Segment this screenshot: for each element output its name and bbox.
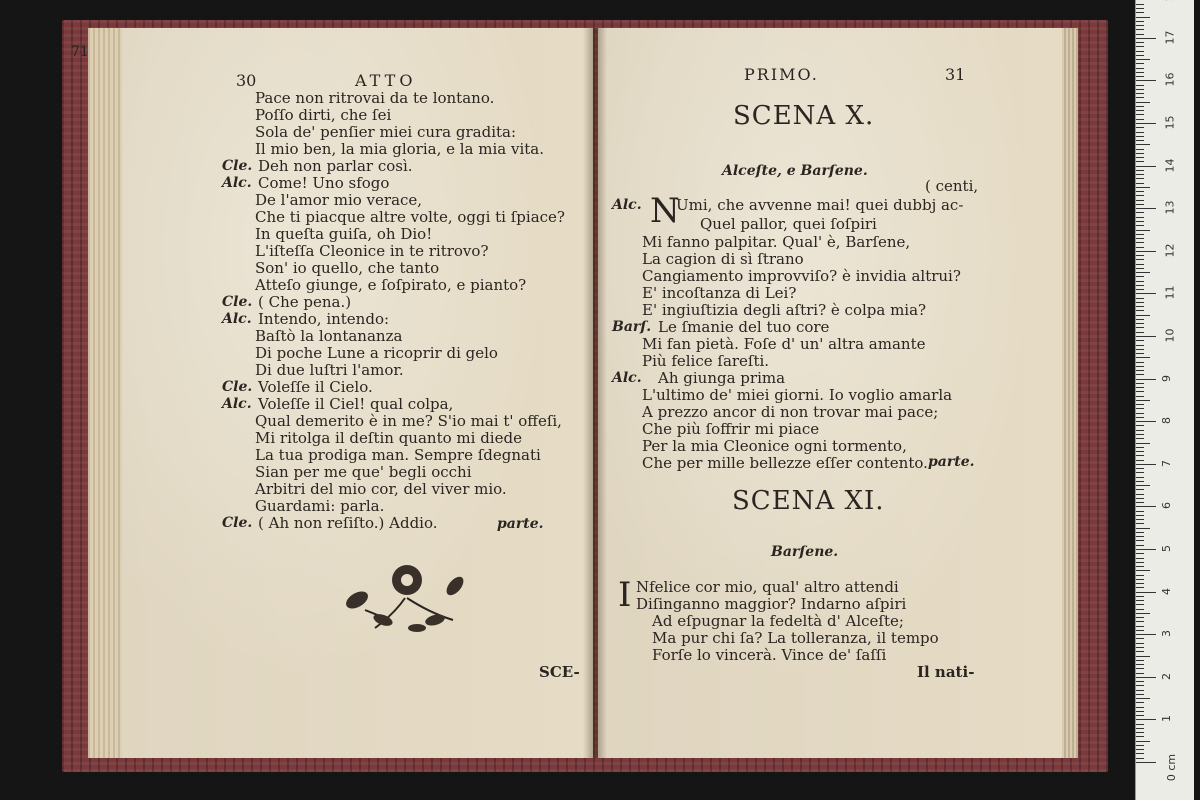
- ruler-tick: [1136, 408, 1144, 409]
- ruler-tick: [1136, 166, 1156, 167]
- verse-line: Qual demerito è in me? S'io mai t' offeſi,: [255, 412, 562, 430]
- ruler-tick: [1136, 685, 1144, 686]
- verse-line: Ah giunga prima: [658, 369, 786, 387]
- verse-line: Forſe lo vincerà. Vince de' ſaſſi: [652, 646, 887, 664]
- ruler-tick: [1136, 276, 1144, 277]
- speaker-label: Cle.: [222, 294, 253, 310]
- ruler-tick: [1136, 430, 1144, 431]
- ruler-tick: [1136, 600, 1144, 601]
- ruler-tick: [1136, 536, 1144, 537]
- verse-line: L'ultimo de' miei giorni. Io voglio amarla: [642, 386, 953, 404]
- verse-line: Voleſſe il Cielo.: [258, 378, 373, 396]
- ruler-tick: [1136, 660, 1144, 661]
- ruler-tick: [1136, 195, 1144, 196]
- ruler-tick: [1136, 515, 1144, 516]
- verse-line: Pace non ritrovai da te lontano.: [255, 89, 495, 107]
- ruler-tick: [1136, 540, 1144, 541]
- verse-line: Ad eſpugnar la fedeltà d' Alceſte;: [652, 612, 904, 630]
- ruler-tick: [1136, 217, 1144, 218]
- ruler-tick: [1136, 634, 1156, 635]
- ruler-number: 11: [1163, 285, 1177, 300]
- ruler-tick: [1136, 519, 1144, 520]
- ruler-tick: [1136, 609, 1144, 610]
- verse-line: Di poche Lune a ricoprir di gelo: [255, 344, 498, 362]
- ruler-tick: [1136, 511, 1144, 512]
- ruler-tick: [1136, 76, 1144, 77]
- verse-line: In queſta guiſa, oh Dio!: [255, 225, 433, 243]
- ruler-tick: [1136, 191, 1144, 192]
- scene-x-characters: Alceſte, e Barſene.: [722, 163, 868, 179]
- speaker-label: Alc.: [222, 175, 252, 191]
- ruler-tick: [1136, 144, 1150, 145]
- ruler-tick: [1136, 97, 1144, 98]
- ruler-tick: [1136, 234, 1144, 235]
- ruler-tick: [1136, 694, 1144, 695]
- ruler-tick: [1136, 732, 1144, 733]
- scene-xi-title: SCENA XI.: [732, 486, 885, 516]
- ruler-number: 7: [1160, 459, 1173, 467]
- ruler-tick: [1136, 677, 1156, 678]
- verse-line: Le ſmanie del tuo core: [658, 318, 830, 336]
- ruler-tick: [1136, 242, 1144, 243]
- verse-line: Sola de' penſier miei cura gradita:: [255, 123, 517, 141]
- ruler-tick: [1136, 719, 1156, 720]
- ruler-tick: [1136, 102, 1150, 103]
- verse-line: Quel pallor, quei ſoſpiri: [700, 215, 877, 233]
- ruler-number: 8: [1160, 417, 1173, 425]
- ruler-tick: [1136, 762, 1156, 763]
- left-page-edges: [88, 28, 122, 758]
- ruler-number: 17: [1163, 30, 1177, 45]
- ruler-tick: [1136, 400, 1150, 401]
- ruler-tick: [1136, 421, 1156, 422]
- speaker-label: Alc.: [612, 197, 642, 213]
- left-page-header: ATTO: [355, 71, 417, 90]
- ruler-tick: [1136, 383, 1144, 384]
- ruler-tick: [1136, 302, 1144, 303]
- ruler-tick: [1136, 306, 1144, 307]
- ruler-tick: [1136, 327, 1144, 328]
- ruler-tick: [1136, 626, 1144, 627]
- verse-line: Baſtò la lontananza: [255, 327, 403, 345]
- ruler-tick: [1136, 353, 1144, 354]
- ruler-tick: [1136, 489, 1144, 490]
- book-gutter: [583, 28, 607, 758]
- ruler-tick: [1136, 183, 1144, 184]
- verse-line: Deh non parlar così.: [258, 157, 413, 175]
- ruler-tick: [1136, 379, 1156, 380]
- ruler-tick: [1136, 724, 1144, 725]
- ruler-tick: [1136, 587, 1144, 588]
- scene-x-title: SCENA X.: [733, 101, 875, 131]
- ruler-tick: [1136, 523, 1144, 524]
- ruler-tick: [1136, 93, 1144, 94]
- ruler-number: 9: [1160, 374, 1173, 382]
- ruler-tick: [1136, 643, 1144, 644]
- verse-line: Che ti piacque altre volte, oggi ti ſpiace?: [255, 208, 565, 226]
- ruler-tick: [1136, 502, 1144, 503]
- ruler-tick: [1136, 170, 1144, 171]
- ruler-tick: [1136, 132, 1144, 133]
- ruler-tick: [1136, 55, 1144, 56]
- verse-line: Diſinganno maggior? Indarno aſpiri: [636, 595, 907, 613]
- verse-line: Nfelice cor mio, qual' altro attendi: [636, 578, 899, 596]
- ruler-tick: [1136, 583, 1144, 584]
- ruler-tick: [1136, 532, 1144, 533]
- ruler-tick: [1136, 51, 1144, 52]
- ruler-tick: [1136, 656, 1150, 657]
- ruler-tick: [1136, 349, 1144, 350]
- ruler-tick: [1136, 728, 1144, 729]
- verse-line: ( Che pena.): [258, 293, 352, 311]
- ruler-tick: [1136, 396, 1144, 397]
- ruler-tick: [1136, 562, 1144, 563]
- ruler-tick: [1136, 681, 1144, 682]
- ruler-tick: [1136, 668, 1144, 669]
- ruler-tick: [1136, 758, 1144, 759]
- right-page-number: 31: [945, 65, 966, 84]
- ruler-tick: [1136, 745, 1144, 746]
- verse-line: Guardami: parla.: [255, 497, 385, 515]
- ruler-tick: [1136, 451, 1144, 452]
- ruler-tick: [1136, 200, 1144, 201]
- ruler-tick: [1136, 29, 1144, 30]
- ruler-tick: [1136, 46, 1144, 47]
- verse-line: Di due luſtri l'amor.: [255, 361, 404, 379]
- ruler-tick: [1136, 481, 1144, 482]
- ruler-number: 5: [1160, 545, 1173, 552]
- ruler-tick: [1136, 604, 1144, 605]
- ruler-tick: [1136, 651, 1144, 652]
- ruler-tick: [1136, 323, 1144, 324]
- ruler-tick: [1136, 4, 1144, 5]
- ruler-tick: [1136, 638, 1144, 639]
- ruler-tick: [1136, 289, 1144, 290]
- ruler-tick: [1136, 110, 1144, 111]
- ruler-tick: [1136, 566, 1144, 567]
- ruler-tick: [1136, 149, 1144, 150]
- ruler-tick: [1136, 187, 1150, 188]
- verse-line: Sian per me que' begli occhi: [255, 463, 472, 481]
- verse-line: A prezzo ancor di non trovar mai pace;: [642, 403, 939, 421]
- ruler-tick: [1136, 443, 1150, 444]
- ruler-tick: [1136, 434, 1144, 435]
- ruler-tick: [1136, 230, 1150, 231]
- verse-line: Mi ritolga il deſtin quanto mi diede: [255, 429, 522, 447]
- verse-line: Son' io quello, che tanto: [255, 259, 440, 277]
- ruler-tick: [1136, 506, 1156, 507]
- speaker-label: Cle.: [222, 379, 253, 395]
- ruler-tick: [1136, 336, 1156, 337]
- ruler-number: 3: [1160, 630, 1173, 638]
- verse-line: E' incoſtanza di Lei?: [642, 284, 797, 302]
- ruler-tick: [1136, 702, 1144, 703]
- verse-line: La tua prodiga man. Sempre ſdegnati: [255, 446, 541, 464]
- ruler-tick: [1136, 340, 1144, 341]
- ruler-number: 10: [1163, 328, 1177, 343]
- speaker-label: Cle.: [222, 515, 253, 531]
- corner-mark: 71: [71, 44, 89, 60]
- ruler-tick: [1136, 460, 1144, 461]
- speaker-label: Cle.: [222, 158, 253, 174]
- ruler-tick: [1136, 332, 1144, 333]
- scene-xi-dropcap: I: [618, 575, 632, 615]
- ruler-tick: [1136, 698, 1150, 699]
- ruler-tick: [1136, 690, 1144, 691]
- ruler-tick: [1136, 592, 1156, 593]
- ruler-number: 13: [1163, 200, 1177, 215]
- ruler-tick: [1136, 63, 1144, 64]
- ruler-tick: [1136, 174, 1144, 175]
- left-catchword: SCE-: [539, 663, 580, 681]
- ruler-tick: [1136, 25, 1144, 26]
- ruler-tick: [1136, 362, 1144, 363]
- verse-line: E' ingiuſtizia degli aſtri? è colpa mia?: [642, 301, 927, 319]
- ruler-tick: [1136, 425, 1144, 426]
- ruler-tick: [1136, 596, 1144, 597]
- ruler-tick: [1136, 711, 1144, 712]
- right-page-header: PRIMO.: [744, 65, 819, 84]
- ruler-tick: [1136, 293, 1156, 294]
- ruler-tick: [1136, 238, 1144, 239]
- ruler-tick: [1136, 387, 1144, 388]
- ruler-tick: [1136, 549, 1156, 550]
- ruler-tick: [1136, 17, 1150, 18]
- ruler-tick: [1136, 673, 1144, 674]
- ruler-unit-label: 0 cm: [1165, 753, 1179, 782]
- ruler-tick: [1136, 438, 1144, 439]
- ruler-number: 14: [1163, 158, 1177, 173]
- ruler-tick: [1136, 161, 1144, 162]
- ruler-number: 4: [1160, 587, 1173, 595]
- right-page-edges: [1062, 28, 1078, 758]
- ruler-tick: [1136, 319, 1144, 320]
- ruler-tick: [1136, 140, 1144, 141]
- verse-line: ( Ah non reſiſto.) Addio.: [258, 514, 438, 532]
- ruler-tick: [1136, 391, 1144, 392]
- ruler-tick: [1136, 472, 1144, 473]
- ruler-tick: [1136, 59, 1150, 60]
- ruler-tick: [1136, 464, 1156, 465]
- ruler-tick: [1136, 498, 1144, 499]
- flower-ornament-icon: [335, 558, 480, 636]
- ruler-tick: [1136, 225, 1144, 226]
- ruler-tick: [1136, 315, 1150, 316]
- verse-line: Intendo, intendo:: [258, 310, 390, 328]
- ruler-tick: [1136, 749, 1144, 750]
- ruler-tick: [1136, 570, 1150, 571]
- verse-line: Cangiamento improvviſo? è invidia altrui?: [642, 267, 961, 285]
- scene-x-overflow: ( centi,: [925, 177, 979, 195]
- ruler-tick: [1136, 89, 1144, 90]
- measurement-ruler: [1135, 0, 1194, 800]
- verse-line: Che per mille bellezze eſſer contento.: [642, 454, 928, 472]
- ruler-tick: [1136, 281, 1144, 282]
- ruler-number: 16: [1163, 72, 1177, 87]
- ruler-tick: [1136, 647, 1144, 648]
- ruler-number: 6: [1160, 502, 1173, 510]
- ruler-tick: [1136, 123, 1156, 124]
- left-page-number: 30: [236, 71, 257, 90]
- ruler-tick: [1136, 575, 1144, 576]
- ruler-tick: [1136, 345, 1144, 346]
- ruler-tick: [1136, 247, 1144, 248]
- ruler-tick: [1136, 613, 1150, 614]
- ruler-number: 2: [1160, 672, 1173, 680]
- ruler-tick: [1136, 259, 1144, 260]
- ruler-tick: [1136, 579, 1144, 580]
- ruler-tick: [1136, 85, 1144, 86]
- ruler-tick: [1136, 447, 1144, 448]
- speaker-label: Alc.: [222, 311, 252, 327]
- ruler-tick: [1136, 715, 1144, 716]
- verse-line: Il mio ben, la mia gloria, e la mia vita.: [255, 140, 544, 158]
- verse-line: Mi fanno palpitar. Qual' è, Barſene,: [642, 233, 911, 251]
- ruler-tick: [1136, 413, 1144, 414]
- ruler-tick: [1136, 12, 1144, 13]
- ruler-tick: [1136, 136, 1144, 137]
- ruler-tick: [1136, 553, 1144, 554]
- ruler-tick: [1136, 21, 1144, 22]
- ruler-tick: [1136, 477, 1144, 478]
- verse-line: Umi, che avvenne mai! quei dubbj ac-: [676, 196, 964, 214]
- verse-line: De l'amor mio verace,: [255, 191, 423, 209]
- ruler-tick: [1136, 106, 1144, 107]
- ruler-tick: [1136, 34, 1144, 35]
- verse-line: Come! Uno sfogo: [258, 174, 390, 192]
- ruler-number: 12: [1163, 243, 1177, 258]
- ruler-tick: [1136, 80, 1156, 81]
- ruler-tick: [1136, 417, 1144, 418]
- ruler-tick: [1136, 272, 1150, 273]
- left-exit-direction: parte.: [497, 516, 544, 532]
- scene-x-exit-direction: parte.: [928, 454, 975, 470]
- speaker-label: Barſ.: [612, 319, 652, 335]
- verse-line: Ma pur chi ſa? La tolleranza, il tempo: [652, 629, 939, 647]
- ruler-tick: [1136, 127, 1144, 128]
- ruler-tick: [1136, 310, 1144, 311]
- ruler-tick: [1136, 736, 1144, 737]
- ruler-tick: [1136, 455, 1144, 456]
- ruler-tick: [1136, 251, 1156, 252]
- ruler-tick: [1136, 208, 1156, 209]
- ruler-tick: [1136, 268, 1144, 269]
- ruler-tick: [1136, 153, 1144, 154]
- ruler-tick: [1136, 621, 1144, 622]
- ruler-tick: [1136, 221, 1144, 222]
- ruler-tick: [1136, 753, 1144, 754]
- ruler-tick: [1136, 617, 1144, 618]
- verse-line: Arbitri del mio cor, del viver mio.: [255, 480, 507, 498]
- verse-line: Atteſo giunge, e ſoſpirato, e pianto?: [255, 276, 527, 294]
- ruler-tick: [1136, 528, 1150, 529]
- ruler-tick: [1136, 485, 1150, 486]
- ruler-tick: [1136, 157, 1144, 158]
- ruler-tick: [1136, 404, 1144, 405]
- verse-line: Più felice ſareſti.: [642, 352, 770, 370]
- ruler-tick: [1136, 285, 1144, 286]
- ruler-tick: [1136, 741, 1150, 742]
- ruler-tick: [1136, 68, 1144, 69]
- ruler-tick: [1136, 178, 1144, 179]
- ruler-tick: [1136, 374, 1144, 375]
- ruler-tick: [1136, 468, 1144, 469]
- verse-line: La cagion di sì ſtrano: [642, 250, 804, 268]
- verse-line: Voleſſe il Ciel! qual colpa,: [258, 395, 454, 413]
- ruler-tick: [1136, 357, 1150, 358]
- verse-line: Che più ſoffrir mi piace: [642, 420, 820, 438]
- verse-line: Per la mia Cleonice ogni tormento,: [642, 437, 907, 455]
- ruler-tick: [1136, 545, 1144, 546]
- ruler-tick: [1136, 42, 1144, 43]
- ruler-tick: [1136, 72, 1144, 73]
- ruler-tick: [1136, 707, 1144, 708]
- ruler-tick: [1136, 8, 1144, 9]
- ruler-tick: [1136, 119, 1144, 120]
- scene-xi-characters: Barſene.: [771, 544, 839, 560]
- ruler-tick: [1136, 494, 1144, 495]
- ruler-tick: [1136, 264, 1144, 265]
- verse-line: Mi fan pietà. Foſe d' un' altra amante: [642, 335, 926, 353]
- ruler-number: [1164, 0, 1177, 2]
- ruler-tick: [1136, 114, 1144, 115]
- ruler-number: 1: [1160, 715, 1173, 723]
- speaker-label: Alc.: [612, 370, 642, 386]
- ruler-tick: [1136, 630, 1144, 631]
- ruler-tick: [1136, 298, 1144, 299]
- verse-line: Poſſo dirti, che ſei: [255, 106, 392, 124]
- ruler-tick: [1136, 366, 1144, 367]
- speaker-label: Alc.: [222, 396, 252, 412]
- ruler-tick: [1136, 370, 1144, 371]
- right-catchword: Il nati-: [917, 663, 975, 681]
- ruler-tick: [1136, 664, 1144, 665]
- ruler-tick: [1136, 255, 1144, 256]
- ruler-tick: [1136, 204, 1144, 205]
- ruler-tick: [1136, 212, 1144, 213]
- ruler-number: 15: [1163, 115, 1177, 130]
- scene-x-dropcap: N: [650, 191, 680, 231]
- verse-line: L'iſteſſa Cleonice in te ritrovo?: [255, 242, 489, 260]
- ruler-tick: [1136, 558, 1144, 559]
- ruler-tick: [1136, 38, 1156, 39]
